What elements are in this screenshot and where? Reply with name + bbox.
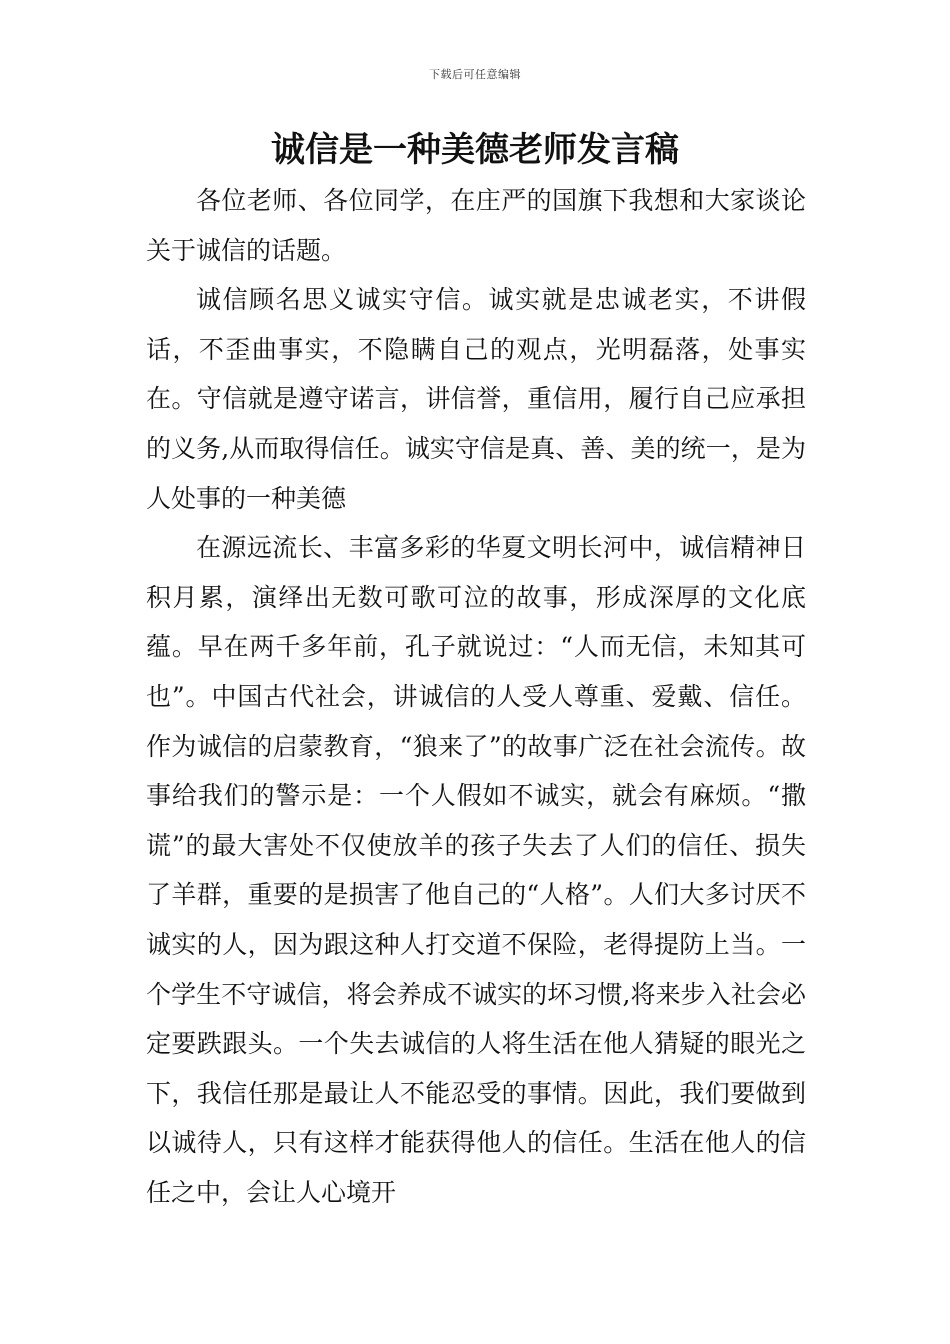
header-note: 下载后可任意编辑 — [429, 68, 521, 81]
page-title: 诚信是一种美德老师发言稿 — [271, 130, 679, 170]
paragraph: 在源远流长、丰富多彩的华夏文明长河中，诚信精神日积月累，演绎出无数可歌可泣的故事，形成深厚的文化底蕴。早在两千多年前，孔子就说过：“人而无信，未知其可也”。中国古代社会，讲诚信的人受人尊重、爱戴、信任。作为诚信的启蒙教育，“狼来了”的故事广泛在社会流传。故事给我们的警示是：一个人假如不诚实，就会有麻烦。“撒谎”的最大害处不仅使放羊的孩子失去了人们的信任、损失了羊群，重要的是损害了他自己的“人格”。人们大多讨厌不诚实的人，因为跟这种人打交道不保险，老得提防上当。一个学生不守诚信，将会养成不诚实的坏习惯,将来步入社会必定要跌跟头。一个失去诚信的人将生活在他人猜疑的眼光之下，我信任那是最让人不能忍受的事情。因此，我们要做到以诚待人，只有这样才能获得他人的信任。生活在他人的信任之中，会让人心境开 — [146, 533, 806, 1207]
paragraph: 各位老师、各位同学，在庄严的国旗下我想和大家谈论关于诚信的话题。 — [146, 186, 806, 265]
paragraph: 诚信顾名思义诚实守信。诚实就是忠诚老实，不讲假话，不歪曲事实，不隐瞒自己的观点，光明磊落，处事实在。守信就是遵守诺言，讲信誉，重信用，履行自己应承担的义务,从而取得信任。诚实守信是真、善、美的统一，是为人处事的一种美德 — [146, 285, 806, 513]
body-text — [146, 176, 806, 1217]
